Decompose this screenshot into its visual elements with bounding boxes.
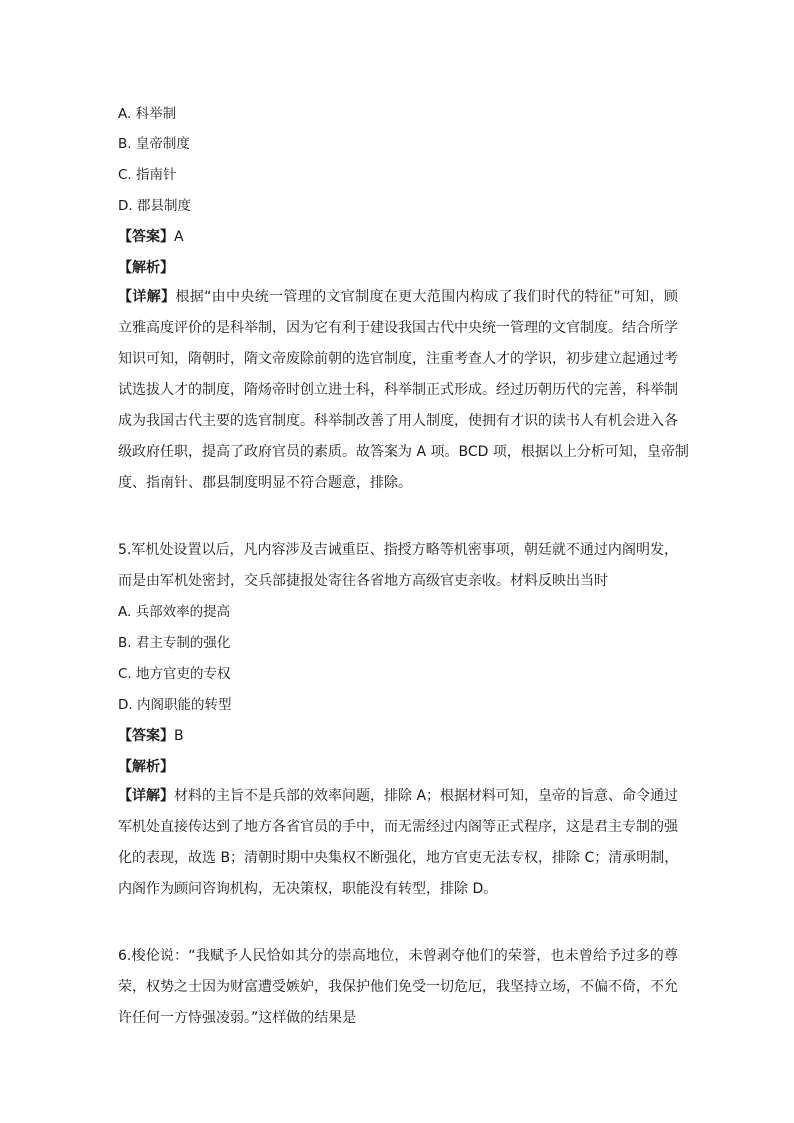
q6-stem-line: 许任何一方恃强凌弱。”这样做的结果是 — [118, 1010, 357, 1026]
q5-answer-value: B — [174, 728, 184, 744]
q6-stem — [118, 941, 678, 1034]
q4-detail-line: 成为我国古代主要的选官制度。科举制改善了用人制度，使拥有才识的读书人有机会进入各 — [118, 413, 678, 429]
q5-option-d: D. 内阁职能的转型 — [118, 697, 232, 713]
q5-detail-line: 材料的主旨不是兵部的效率问题，排除 A；根据材料可知，皇帝的旨意、命令通过 — [174, 788, 679, 804]
q4-option-b: B. 皇帝制度 — [118, 136, 190, 152]
q4-detail-line: 度、指南针、郡县制度明显不符合题意，排除。 — [118, 475, 412, 491]
q5-stem — [118, 535, 678, 597]
q5-answer — [118, 726, 184, 746]
q4-detail-line: 立雅高度评价的是科举制，因为它有利于建设我国古代中央统一管理的文官制度。结合所学 — [118, 320, 678, 336]
q4-detail-line: 知识可知，隋朝时，隋文帝废除前朝的选官制度，注重考查人才的学识，初步建立起通过考 — [118, 351, 678, 367]
q5-analysis-tag: 【解析】 — [118, 759, 174, 775]
q4-option-c: C. 指南针 — [118, 167, 177, 183]
q5-detail-line: 内阁作为顾问咨询机构，无决策权，职能没有转型，排除 D。 — [118, 881, 498, 897]
q5-stem-line: 而是由军机处密封，交兵部捷报处寄往各省地方高级官吏亲收。材料反映出当时 — [118, 573, 608, 589]
q5-detail-line: 化的表现，故选 B；清朝时期中央集权不断强化，地方官吏无法专权，排除 C；清承明制， — [118, 850, 679, 866]
q4-detail-tag: 【详解】 — [118, 289, 176, 305]
q4-answer-value: A — [174, 229, 184, 245]
q4-detail-line: 级政府任职，提高了政府官员的素质。故答案为 A 项。BCD 项，根据以上分析可知，皇帝制 — [118, 444, 689, 460]
q4-detail — [118, 282, 689, 499]
q4-detail-line: 根据“由中央统一管理的文官制度在更大范围内构成了我们时代的特征”可知，顾 — [175, 289, 678, 305]
q6-stem-line: 6.梭伦说：“我赋予人民恰如其分的崇高地位，未曾剥夺他们的荣誉，也未曾给予过多的尊 — [118, 948, 678, 964]
q5-option-a: A. 兵部效率的提高 — [118, 604, 231, 620]
q5-detail — [118, 781, 678, 905]
q5-stem-line: 5.军机处设置以后，凡内容涉及吉诫重臣、指授方略等机密事项，朝廷就不通过内阁明发， — [118, 542, 678, 558]
q5-option-c: C. 地方官吏的专权 — [118, 666, 231, 682]
q4-option-d: D. 郡县制度 — [118, 198, 191, 214]
q5-answer-tag: 【答案】 — [118, 728, 174, 744]
q4-analysis-tag: 【解析】 — [118, 260, 174, 276]
q6-stem-line: 荣，权势之士因为财富遭受嫉妒，我保护他们免受一切危厄，我坚持立场，不偏不倚，不允 — [118, 979, 678, 995]
q5-detail-tag: 【详解】 — [118, 788, 174, 804]
q4-answer — [118, 227, 184, 247]
q5-option-b: B. 君主专制的强化 — [118, 635, 231, 651]
q4-answer-tag: 【答案】 — [118, 229, 174, 245]
q5-detail-line: 军机处直接传达到了地方各省官员的手中，而无需经过内阁等正式程序，这是君主专制的强 — [118, 819, 678, 835]
q4-detail-line: 试选拔人才的制度，隋炀帝时创立进士科，科举制正式形成。经过历朝历代的完善，科举制 — [118, 382, 678, 398]
q4-option-a: A. 科举制 — [118, 106, 177, 122]
